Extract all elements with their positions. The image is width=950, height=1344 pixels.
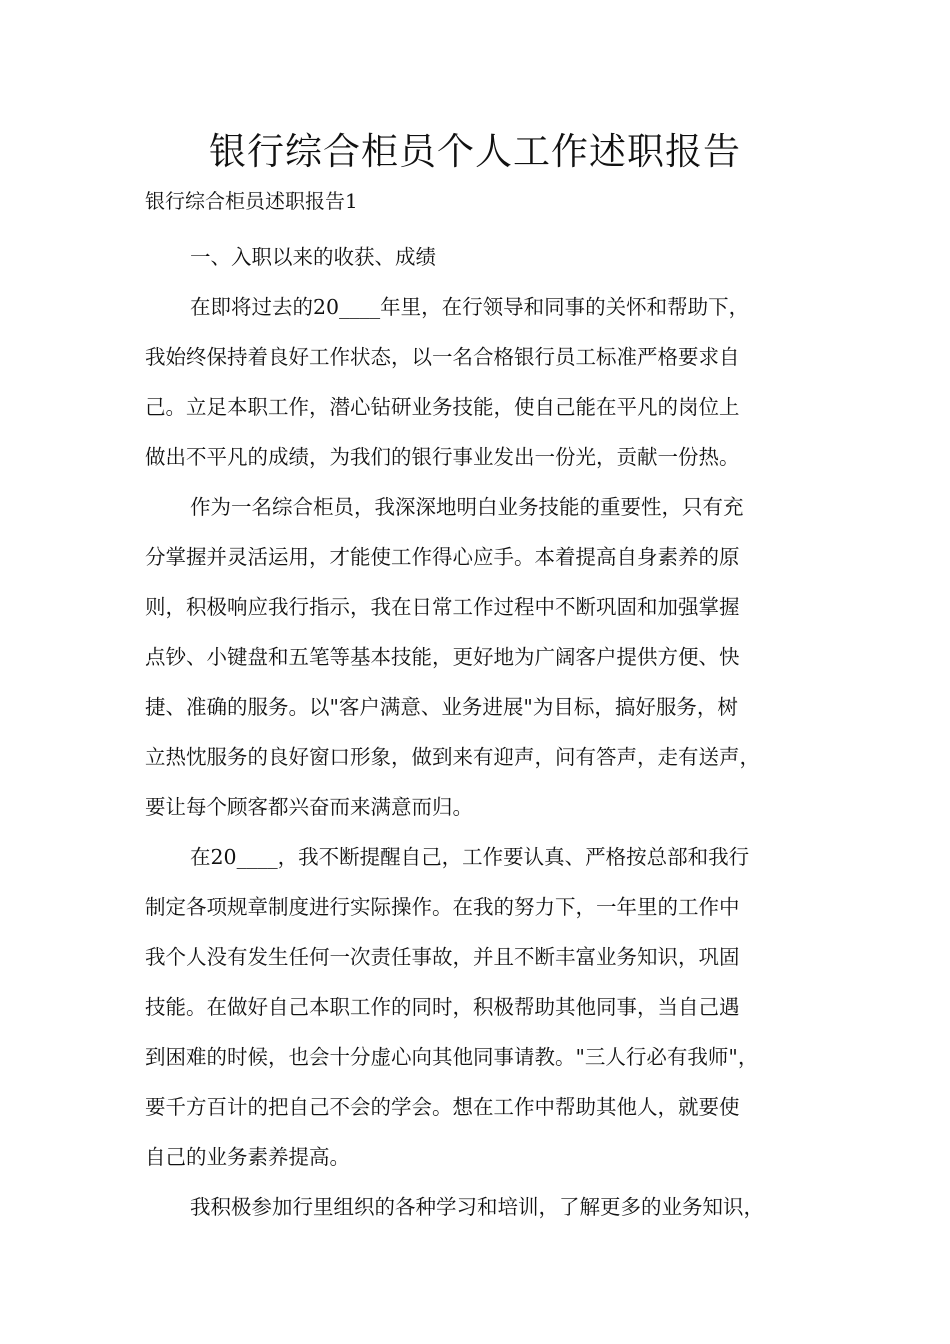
paragraph: [145, 832, 825, 1182]
text-line: 要让每个顾客都兴奋而来满意而归。: [145, 795, 473, 819]
text-line: 捷、准确的服务。以"客户满意、业务进展"为目标，搞好服务，树: [145, 695, 738, 719]
text-line: 在即将过去的20____年里，在行领导和同事的关怀和帮助下，: [190, 295, 750, 319]
text-line: 要千方百计的把自己不会的学会。想在工作中帮助其他人，就要使: [145, 1095, 740, 1119]
text-line: 在20____，我不断提醒自己，工作要认真、严格按总部和我行: [190, 845, 750, 869]
text-line: 作为一名综合柜员，我深深地明白业务技能的重要性，只有充: [190, 495, 744, 519]
text-line: 自己的业务素养提高。: [145, 1145, 350, 1169]
text-line: 点钞、小键盘和五笔等基本技能，更好地为广阔客户提供方便、快: [145, 645, 740, 669]
paragraph-heading-1: [145, 232, 825, 282]
text-line: 我始终保持着良好工作状态，以一名合格银行员工标准严格要求自: [145, 345, 740, 369]
text-line: 到困难的时候，也会十分虚心向其他同事请教。"三人行必有我师"，: [145, 1045, 759, 1069]
text-line: 立热忱服务的良好窗口形象，做到来有迎声，问有答声，走有送声，: [145, 745, 760, 769]
text-line: 分掌握并灵活运用，才能使工作得心应手。本着提高自身素养的原: [145, 545, 740, 569]
text-line: 制定各项规章制度进行实际操作。在我的努力下，一年里的工作中: [145, 895, 740, 919]
text-line: 我个人没有发生任何一次责任事故，并且不断丰富业务知识，巩固: [145, 945, 740, 969]
text-line: 我积极参加行里组织的各种学习和培训，了解更多的业务知识，: [190, 1195, 764, 1219]
document-body: [145, 232, 825, 1232]
text-line: 则，积极响应我行指示，我在日常工作过程中不断巩固和加强掌握: [145, 595, 740, 619]
text-line: 己。立足本职工作，潜心钻研业务技能，使自己能在平凡的岗位上: [145, 395, 740, 419]
document-subtitle: 银行综合柜员述职报告1: [145, 189, 358, 213]
text-line: 一、入职以来的收获、成绩: [190, 245, 436, 269]
paragraph: [145, 1182, 825, 1232]
document-title: 银行综合柜员个人工作述职报告: [209, 130, 741, 173]
text-line: 做出不平凡的成绩，为我们的银行事业发出一份光，贡献一份热。: [145, 445, 740, 469]
paragraph: [145, 482, 825, 832]
text-line: 技能。在做好自己本职工作的同时，积极帮助其他同事，当自己遇: [145, 995, 740, 1019]
paragraph: [145, 282, 825, 482]
